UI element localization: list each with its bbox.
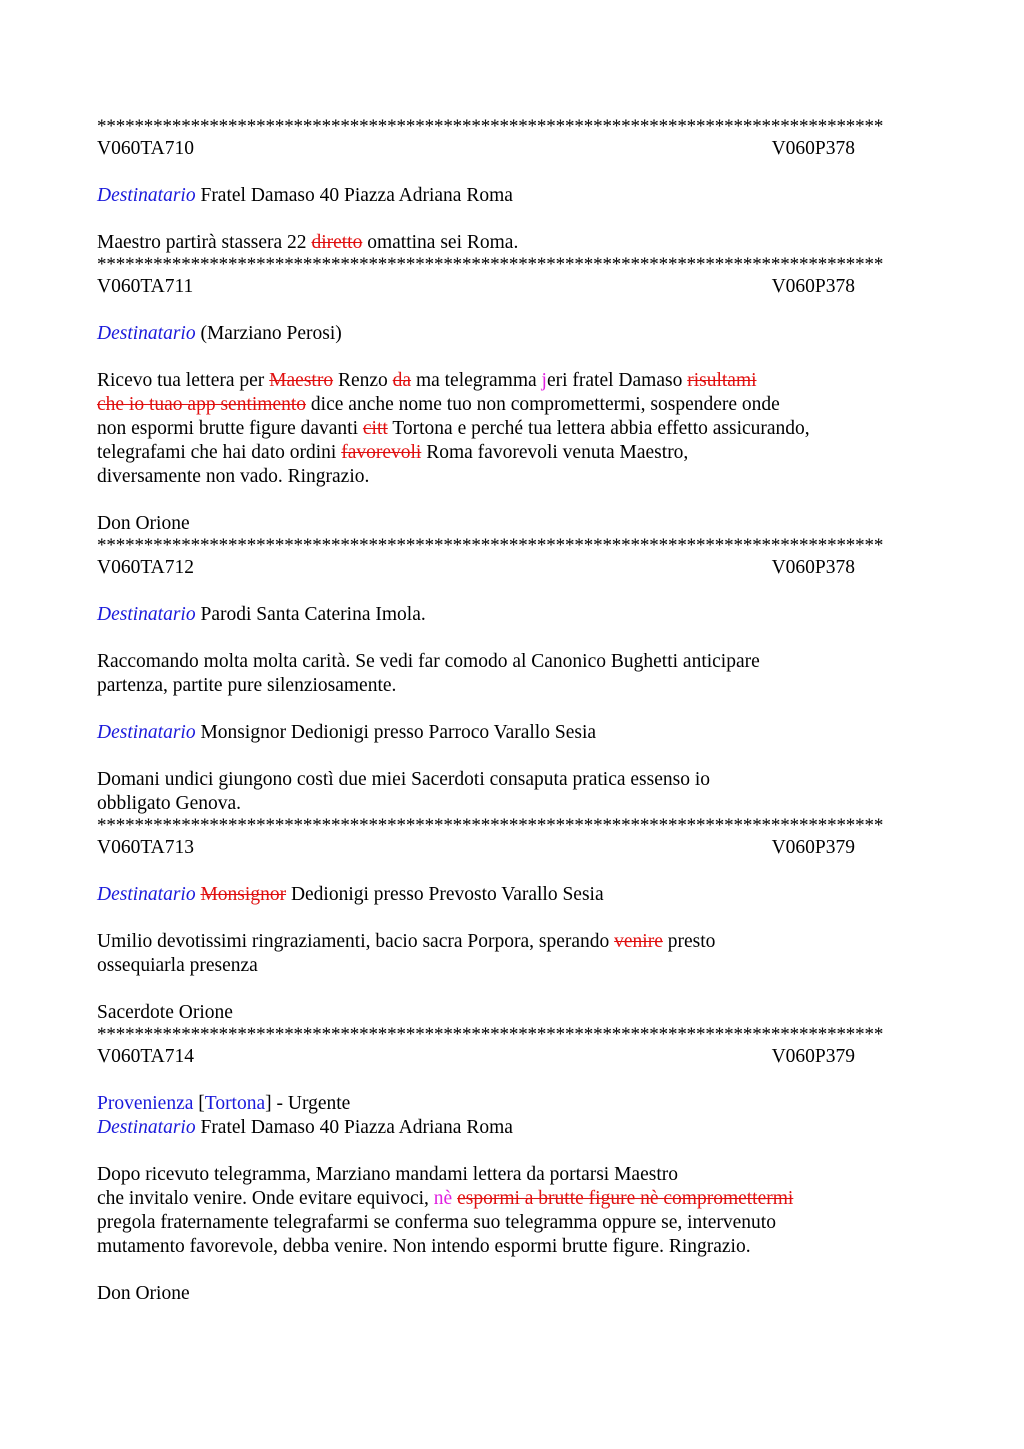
origin-bracket: ]	[265, 1093, 272, 1114]
deleted-text: risultami	[687, 370, 757, 391]
telegram-entry	[97, 536, 927, 816]
message-line	[97, 930, 927, 954]
signature: Don Orione	[97, 1283, 190, 1304]
telegram-entry	[97, 255, 927, 536]
message-text: dice anche nome tuo non compromettermi, sospendere onde	[306, 394, 780, 415]
page-reference: V060P379	[771, 837, 855, 858]
inserted-text: j	[541, 370, 547, 391]
recipient-label: Destinatario	[97, 1117, 196, 1138]
recipient-line	[97, 184, 927, 208]
separator-line: ************************************************************************************	[97, 117, 884, 137]
page-reference: V060P378	[771, 138, 855, 159]
message-line: pregola fraternamente telegrafarmi se conferma suo telegramma oppure se, intervenuto	[97, 1212, 776, 1233]
signature: Don Orione	[97, 513, 190, 534]
deleted-text: diretto	[311, 232, 363, 253]
entry-header	[97, 556, 855, 580]
message-line: Domani undici giungono costì due miei Sacerdoti consaputa pratica essenso io	[97, 769, 711, 790]
message-line: partenza, partite pure silenziosamente.	[97, 675, 397, 696]
message-text: eri fratel Damaso	[546, 370, 688, 391]
message-line	[97, 369, 927, 393]
entry-header	[97, 1045, 855, 1069]
telegram-entry	[97, 816, 927, 1025]
recipient-line	[97, 883, 927, 907]
recipient-label: Destinatario	[97, 722, 196, 743]
message-line: Dopo ricevuto telegramma, Marziano mandami lettera da portarsi Maestro	[97, 1164, 678, 1185]
page-reference: V060P379	[771, 1046, 855, 1067]
recipient-text: Dedionigi presso Prevosto Varallo Sesia	[286, 884, 604, 905]
message-line	[97, 231, 927, 255]
page-reference: V060P378	[771, 276, 855, 297]
deleted-text: venire	[614, 931, 663, 952]
message-text: omattina sei Roma.	[362, 232, 519, 253]
deleted-text: espormi a brutte figure nè compromettermi	[457, 1188, 794, 1209]
separator-line: ************************************************************************************	[97, 255, 884, 275]
entry-id: V060TA712	[97, 557, 195, 578]
deleted-text: citt	[362, 418, 388, 439]
document-page	[97, 117, 927, 1306]
entry-id: V060TA714	[97, 1046, 195, 1067]
recipient-label: Destinatario	[97, 604, 196, 625]
message-line	[97, 1187, 927, 1211]
entry-header	[97, 836, 855, 860]
deleted-text: favorevoli	[341, 442, 422, 463]
message-line: ossequiarla presenza	[97, 955, 258, 976]
entry-id: V060TA711	[97, 276, 194, 297]
recipient-text: Fratel Damaso 40 Piazza Adriana Roma	[200, 185, 513, 206]
separator-line: ************************************************************************************	[97, 1025, 884, 1045]
recipient-text: Fratel Damaso 40 Piazza Adriana Roma	[200, 1117, 513, 1138]
entry-header	[97, 275, 855, 299]
message-line: mutamento favorevole, debba venire. Non intendo espormi brutte figure. Ringrazio.	[97, 1236, 751, 1257]
message-text: Umilio devotissimi ringraziamenti, bacio sacra Porpora, sperando	[97, 931, 615, 952]
entry-header	[97, 137, 855, 161]
recipient-text: Monsignor Dedionigi presso Parroco Varallo Sesia	[200, 722, 597, 743]
separator-line: ************************************************************************************	[97, 536, 884, 556]
separator-line: ************************************************************************************	[97, 816, 884, 836]
message-text: ma telegramma	[411, 370, 542, 391]
message-text: Maestro partirà stassera 22	[97, 232, 312, 253]
origin-bracket: [	[198, 1093, 205, 1114]
message-text: Renzo	[333, 370, 393, 391]
recipient-text: Parodi Santa Caterina Imola.	[200, 604, 426, 625]
telegram-entry	[97, 1025, 927, 1306]
recipient-line	[97, 603, 927, 627]
recipient-label: Destinatario	[97, 884, 196, 905]
deleted-text: che io tuao app sentimento	[97, 394, 307, 415]
origin-label: Provenienza	[97, 1093, 194, 1114]
recipient-label: Destinatario	[97, 185, 196, 206]
deleted-text: da	[392, 370, 412, 391]
signature: Sacerdote Orione	[97, 1002, 233, 1023]
origin-line	[97, 1092, 927, 1116]
message-line	[97, 417, 927, 441]
message-text: telegrafami che hai dato ordini	[97, 442, 342, 463]
message-text: non espormi brutte figure davanti	[97, 418, 363, 439]
entry-id: V060TA713	[97, 837, 195, 858]
origin-note: - Urgente	[271, 1093, 351, 1114]
recipient-line	[97, 721, 927, 745]
message-text: Ricevo tua lettera per	[97, 370, 270, 391]
message-text: presto	[662, 931, 716, 952]
message-line	[97, 441, 927, 465]
deleted-text: Monsignor	[200, 884, 287, 905]
message-text: Roma favorevoli venuta Maestro,	[421, 442, 689, 463]
recipient-text: (Marziano Perosi)	[200, 323, 342, 344]
recipient-label: Destinatario	[97, 323, 196, 344]
message-line: obbligato Genova.	[97, 793, 242, 814]
message-line	[97, 393, 927, 417]
message-text: che invitalo venire. Onde evitare equivoci,	[97, 1188, 434, 1209]
entry-id: V060TA710	[97, 138, 195, 159]
page-reference: V060P378	[771, 557, 855, 578]
message-line: diversamente non vado. Ringrazio.	[97, 466, 370, 487]
message-text: Tortona e perché tua lettera abbia effetto assicurando,	[387, 418, 810, 439]
recipient-line	[97, 1116, 927, 1140]
deleted-text: Maestro	[269, 370, 334, 391]
message-line: Raccomando molta molta carità. Se vedi far comodo al Canonico Bughetti anticipare	[97, 651, 760, 672]
recipient-line	[97, 322, 927, 346]
origin-place: Tortona	[204, 1093, 266, 1114]
inserted-text: nè	[433, 1188, 453, 1209]
telegram-entry	[97, 117, 927, 255]
